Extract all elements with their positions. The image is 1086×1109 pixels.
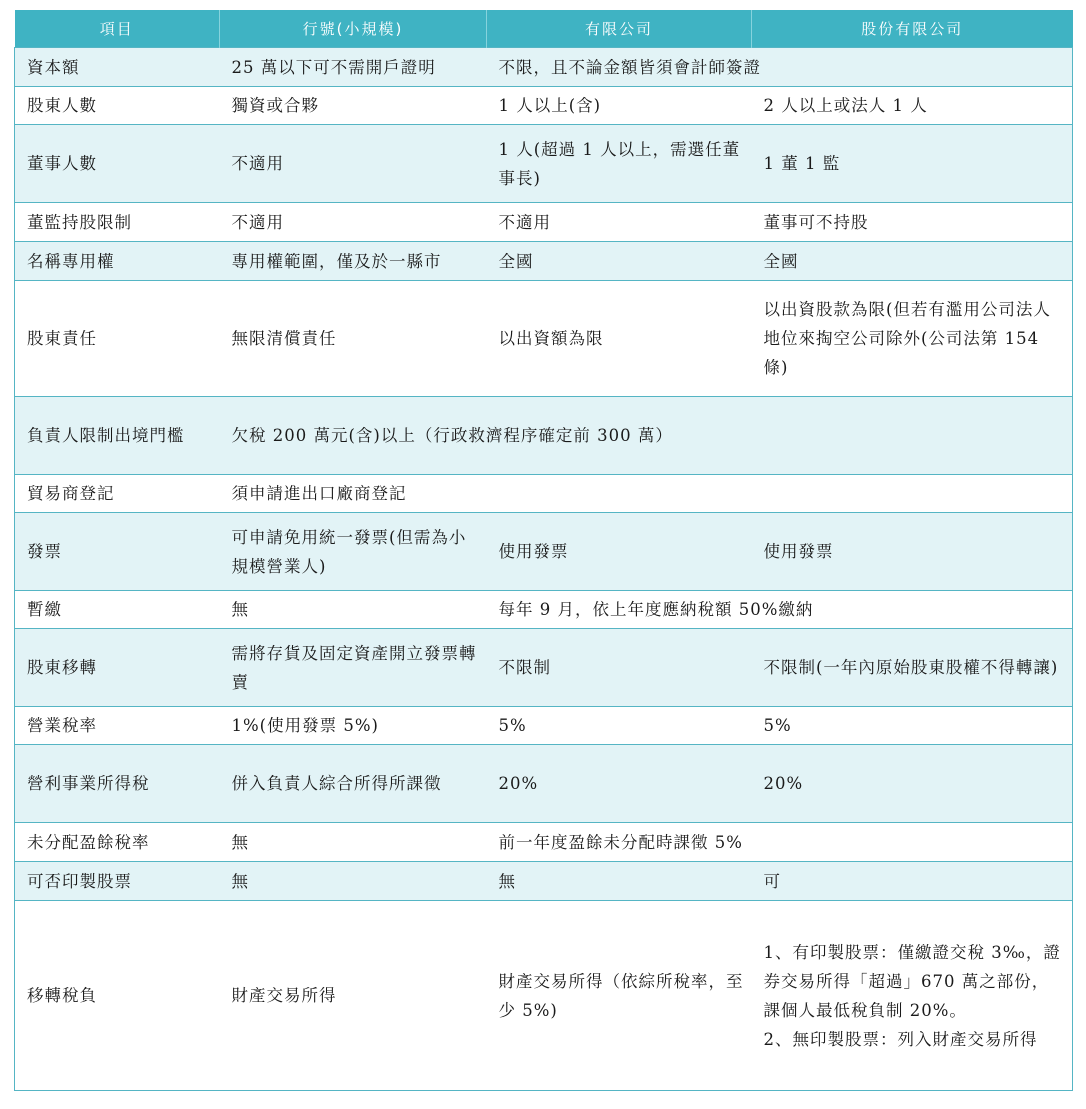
row-label: 移轉稅負 <box>15 901 220 1091</box>
cell: 不適用 <box>220 203 487 242</box>
row-label: 董事人數 <box>15 125 220 203</box>
row-label: 董監持股限制 <box>15 203 220 242</box>
cell: 以出資額為限 <box>487 281 752 397</box>
cell: 獨資或合夥 <box>220 87 487 125</box>
table-row <box>15 629 1073 707</box>
cell: 可 <box>752 862 1073 901</box>
cell: 財產交易所得 <box>220 901 487 1091</box>
table-row <box>15 87 1073 125</box>
cell: 25 萬以下可不需開戶證明 <box>220 48 487 87</box>
table-row <box>15 281 1073 397</box>
cell: 董事可不持股 <box>752 203 1073 242</box>
row-label: 股東人數 <box>15 87 220 125</box>
cell: 併入負責人綜合所得所課徵 <box>220 745 487 823</box>
cell: 1 人以上(含) <box>487 87 752 125</box>
cell-merged: 欠稅 200 萬元(含)以上（行政救濟程序確定前 300 萬） <box>220 397 1073 475</box>
cell: 不適用 <box>487 203 752 242</box>
table-row <box>15 242 1073 281</box>
header-row <box>15 10 1073 48</box>
cell: 無限清償責任 <box>220 281 487 397</box>
table-row <box>15 707 1073 745</box>
header-item: 項目 <box>15 10 220 48</box>
row-label: 資本額 <box>15 48 220 87</box>
table-row <box>15 823 1073 862</box>
row-label: 負責人限制出境門檻 <box>15 397 220 475</box>
table-row <box>15 591 1073 629</box>
cell: 全國 <box>487 242 752 281</box>
cell: 不適用 <box>220 125 487 203</box>
cell-merged: 每年 9 月，依上年度應納稅額 50%繳納 <box>487 591 1073 629</box>
row-label: 可否印製股票 <box>15 862 220 901</box>
cell-merged: 前一年度盈餘未分配時課徵 5% <box>487 823 1073 862</box>
cell: 使用發票 <box>752 513 1073 591</box>
cell: 可申請免用統一發票(但需為小規模營業人) <box>220 513 487 591</box>
header-limited-company: 有限公司 <box>487 10 752 48</box>
header-sole-proprietorship: 行號(小規模) <box>220 10 487 48</box>
cell: 不限制 <box>487 629 752 707</box>
cell: 5% <box>487 707 752 745</box>
table-row <box>15 48 1073 87</box>
table-row <box>15 745 1073 823</box>
cell: 20% <box>752 745 1073 823</box>
company-comparison-table <box>14 10 1073 1091</box>
row-label: 名稱專用權 <box>15 242 220 281</box>
table-row <box>15 475 1073 513</box>
cell: 5% <box>752 707 1073 745</box>
cell: 全國 <box>752 242 1073 281</box>
cell: 1%(使用發票 5%) <box>220 707 487 745</box>
row-label: 貿易商登記 <box>15 475 220 513</box>
row-label: 暫繳 <box>15 591 220 629</box>
table-row <box>15 125 1073 203</box>
cell: 無 <box>220 862 487 901</box>
cell: 專用權範圍，僅及於一縣市 <box>220 242 487 281</box>
cell: 使用發票 <box>487 513 752 591</box>
table-row <box>15 862 1073 901</box>
row-label: 營利事業所得稅 <box>15 745 220 823</box>
header-company-limited-by-shares: 股份有限公司 <box>752 10 1073 48</box>
cell: 以出資股款為限(但若有濫用公司法人地位來掏空公司除外(公司法第 154 條) <box>752 281 1073 397</box>
table-row <box>15 513 1073 591</box>
cell: 1 董 1 監 <box>752 125 1073 203</box>
row-label: 股東責任 <box>15 281 220 397</box>
cell: 財產交易所得（依綜所稅率，至少 5%) <box>487 901 752 1091</box>
cell: 無 <box>487 862 752 901</box>
cell: 1 人(超過 1 人以上，需選任董事長) <box>487 125 752 203</box>
cell: 20% <box>487 745 752 823</box>
row-label: 發票 <box>15 513 220 591</box>
row-label: 股東移轉 <box>15 629 220 707</box>
row-label: 未分配盈餘稅率 <box>15 823 220 862</box>
table-row <box>15 901 1073 1091</box>
cell: 2 人以上或法人 1 人 <box>752 87 1073 125</box>
cell: 無 <box>220 591 487 629</box>
cell: 無 <box>220 823 487 862</box>
row-label: 營業稅率 <box>15 707 220 745</box>
table-row <box>15 397 1073 475</box>
cell: 需將存貨及固定資產開立發票轉賣 <box>220 629 487 707</box>
cell: 不限制(一年內原始股東股權不得轉讓) <box>752 629 1073 707</box>
table-row <box>15 203 1073 242</box>
cell-merged: 不限，且不論金額皆須會計師簽證 <box>487 48 1073 87</box>
cell-merged: 須申請進出口廠商登記 <box>220 475 1073 513</box>
cell: 1、有印製股票：僅繳證交稅 3‰，證券交易所得「超過」670 萬之部份，課個人最低稅負制 20%。 2、無印製股票：列入財產交易所得 <box>752 901 1073 1091</box>
